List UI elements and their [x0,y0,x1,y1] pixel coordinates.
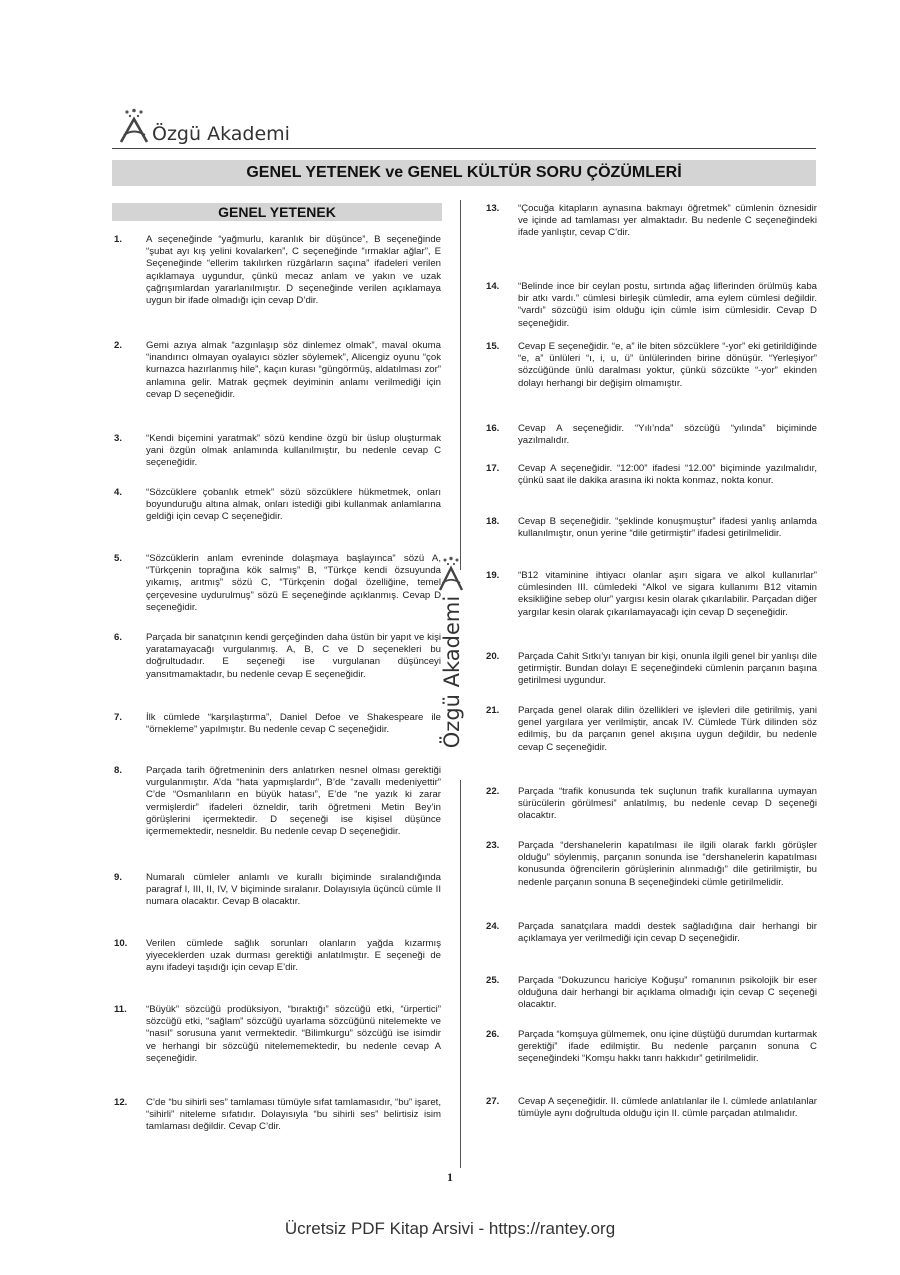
item-text: Parçada Cahit Sıtkı’yı tanıyan bir kişi, onunla ilgili genel bir yanlışı dile getirmiştir. Bundan dolayı E seçeneğindeki cümlenin parçanın başına getirilmesi uygundur. [518,651,817,687]
answer-item [114,487,441,524]
column-divider [460,780,461,1168]
item-number: 23. [486,840,500,851]
answer-item [486,341,817,390]
answer-item [486,203,817,240]
answer-item [114,938,441,975]
item-number: 21. [486,705,500,716]
header-divider [112,148,816,149]
item-text: Cevap A seçeneğidir. “Yılı’nda” sözcüğü “yılında” biçiminde yazılmalıdır. [518,423,817,447]
item-number: 9. [114,872,123,883]
item-number: 3. [114,433,123,444]
item-number: 22. [486,786,500,797]
item-number: 17. [486,463,500,474]
item-text: “Büyük” sözcüğü prodüksiyon, “bıraktığı” sözcüğü etki, “ürpertici” sözcüğü etki, “sağlam” sözcüğü uyarlama sözcüğünü nitelemekte ve “nasıl” sorusuna yanıt vermektedir. “Bilimkurgu” sözcüğü ise isimdir ve herhangi bir sözcüğü nitelememektedir, bu nedenle cevap A seçeneğidir. [146,1004,441,1064]
item-number: 4. [114,487,123,498]
item-number: 13. [486,203,500,214]
item-number: 5. [114,553,123,564]
item-number: 27. [486,1096,500,1107]
item-text: Parçada “trafik konusunda tek suçlunun trafik kurallarına uymayan sürücülerin görülmesi” anlatılmış, bu nedenle cevap D seçeneği olacaktır. [518,786,817,822]
item-number: 10. [114,938,128,949]
answer-item [114,1097,441,1134]
item-text: Parçada bir sanatçının kendi gerçeğinden daha üstün bir yapıt ve kişi yaratamayacağı vurgulanmış. A, B, C ve D seçenekleri bu doğrultudadır. E seçeneği ise vurgulanan düşünceyi yansıtmamaktadır, bu nedenle cevap E seçeneğidir. [146,632,441,680]
item-text: “Çocuğa kitapların aynasına bakmayı öğretmek” cümlenin öznesidir ve içinde ad tamlaması yer almaktadır. Bu nedenle C seçeneğindeki ifade yanlıştır, cevap C’dir. [518,203,817,239]
item-text: Cevap E seçeneğidir. “e, a” ile biten sözcüklere “-yor” eki getirildiğinde “e, a” ünlüleri “ı, i, u, ü” ünlülerinden birine dönüşür. “Yerleşiyor” sözcüğünde ünlü daralması yoktur, çünkü sözcükte “-yor” ekinden dolayı herhangi bir değişim olmamıştır. [518,341,817,389]
item-text: Parçada genel olarak dilin özellikleri ve işlevleri dile getirilmiş, yani genel yargılara yer verilmiştir, ancak IV. Cümlede Türk dilinden söz edilmiş, bu da parçanın genel akışına uygun değildir, bu nedenle cevap C seçeneğidir. [518,705,817,753]
answer-item [486,786,817,823]
footer-text: Ücretsiz PDF Kitap Arsivi - https://rantey.org [284,1219,616,1238]
item-number: 12. [114,1097,128,1108]
ozgu-akademi-logo-icon [437,556,465,592]
answer-item [114,872,441,909]
answer-item [114,340,441,401]
page-number: 1 [447,1170,453,1184]
item-text: Numaralı cümleler anlamlı ve kurallı biçiminde sıralandığında paragraf I, III, II, IV, V biçiminde sıralanır. Dolayısıyla üçüncü cümle II numara olacaktır. Cevap B olacaktır. [146,872,441,908]
item-number: 18. [486,516,500,527]
answer-item [114,632,441,681]
answer-item [486,921,817,945]
answer-item [114,765,441,838]
answer-item [114,553,441,614]
answer-item [486,705,817,754]
item-text: “B12 vitaminine ihtiyacı olanlar aşırı sigara ve alkol kullanırlar” cümlesinden III. cümledeki “Alkol ve sigara kullanımı B12 vitamin eksikliğine sebep olur” yargısı kesin olarak çıkarılabilir. Parçadan diğer yargılar kesin olarak çıkarılamayacağı için cevap D seçeneğidir. [518,570,817,618]
item-text: Cevap A seçeneğidir. II. cümlede anlatılanlar ile I. cümlede anlatılanlar tümüyle aynı doğrultuda olduğu için II. cümle parçadan atılmalıdır. [518,1096,817,1120]
item-number: 7. [114,712,123,723]
section-title: GENEL YETENEK [112,203,442,221]
item-text: Parçada tarih öğretmeninin ders anlatırken nesnel olması gerektiği vurgulanmıştır. A’da “hata yapmışlardır”, B’de “zavallı medeniyettir” C’de “Osmanlıların en büyük hatası”, E’de “ne yazık ki zarar vermişlerdir” ifadeleri özneldir, tarih öğretmeni Metin Bey’in görüşlerini içermektedir. D seçeneği ise kişisel düşünce içermemektedir, nesneldir. Bu nedenle cevap D seçeneğidir. [146,765,441,838]
item-number: 1. [114,234,123,245]
item-number: 6. [114,632,123,643]
item-text: Parçada “Dokuzuncu hariciye Koğuşu” romanının psikolojik bir eser olduğuna dair herhangi bir açıklama olmadığı için cevap C seçeneği olacaktır. [518,975,817,1011]
item-text: Verilen cümlede sağlık sorunları olanların yağda kızarmış yiyeceklerden uzak durması gerektiği anlatılmıştır. E seçeneği de aynı ifadeyi taşıdığı için cevap E’dir. [146,938,441,974]
answer-item [486,463,817,487]
item-text: “Sözcüklere çobanlık etmek” sözü sözcüklere hükmetmek, onları boyunduruğu altına almak, onları istediği gibi kullanmak anlamlarına geldiği için cevap C seçeneğidir. [146,487,441,523]
item-text: Cevap B seçeneğidir. “şeklinde konuşmuştur” ifadesi yanlış anlamda kullanılmıştır, onun yerine “dile getirmiştir” ifadesi getirilmelidir. [518,516,817,540]
answer-item [486,975,817,1012]
page-title: GENEL YETENEK ve GENEL KÜLTÜR SORU ÇÖZÜMLERİ [112,160,816,186]
item-number: 20. [486,651,500,662]
item-text: A seçeneğinde “yağmurlu, karanlık bir düşünce”, B seçeneğinde “şubat ayı kış yelini kovalarken”, C seçeneğinde “ırmaklar ağlar”, E Seçeneğinde “ellerim takılırken rüzgârların saçına” ifadeleri verilen açıklamaya uygundur, çünkü mecaz anlam ve yakın ve uzak çağrışımlardan yararlanılmıştır. D seçeneğinde verilen açıklamaya uygun bir ifade olmadığı için cevap D’dir. [146,234,441,307]
item-text: C’de “bu sihirli ses” tamlaması tümüyle sıfat tamlamasıdır, “bu” işaret, “sihirli” niteleme sıfatıdır. Dolayısıyla “bu sihirli ses” belirtisiz isim tamlaması değildir. Cevap C’dir. [146,1097,441,1133]
item-number: 16. [486,423,500,434]
item-text: “Sözcüklerin anlam evreninde dolaşmaya başlayınca” sözü A, “Türkçenin toprağına kök salmış” B, “Türkçe kendi özsuyunda yıkamış, arıtmış” sözü C, “Türkçenin doğal özelliğine, temel çerçevesine uydurulmuş” sözü E seçeneğinde açıklanmış. Cevap D seçeneğidir. [146,553,441,613]
item-number: 19. [486,570,500,581]
item-number: 26. [486,1029,500,1040]
answer-item [486,516,817,540]
item-number: 14. [486,281,500,292]
item-text: “Belinde ince bir ceylan postu, sırtında ağaç liflerinden örülmüş kaba bir atkı vardı.” cümlesi birleşik cümledir, ama eylem cümlesi değildir. “vardı” sözcüğü isim olduğu için cümle isim cümlesidir. Cevap D seçeneğidir. [518,281,817,329]
answer-item [486,423,817,447]
answer-item [114,712,441,736]
item-text: Parçada “dershanelerin kapatılması ile ilgili olarak farklı görüşler olduğu” söylenmiş, parçanın sonunda ise “dershanelerin kapatılması konusunda öğrencilerin görüşlerinin alınmadığı” dile getirilmiştir, bu nedenle parçanın sonuna B seçeneğindeki cümle getirilmelidir. [518,840,817,888]
item-number: 25. [486,975,500,986]
item-text: Gemi azıya almak “azgınlaşıp söz dinlemez olmak”, maval okuma “inandırıcı olmayan oyalayıcı sözler söylemek”, Alicengiz oyunu “çok kurnazca hazırlanmış hile”, kaçın kurası “güngörmüş, aldatılması zor” anlamına gelir. Matrak geçmek deyiminin anlamı verilmediği için cevap D seçeneğidir. [146,340,441,400]
answer-item [486,281,817,330]
item-number: 11. [114,1004,127,1015]
answer-item [114,234,441,307]
item-number: 8. [114,765,123,776]
answer-item [486,570,817,619]
side-watermark: Özgü Akademi [440,595,464,749]
logo-text: Özgü Akademi [152,123,290,145]
item-text: Parçada sanatçılara maddi destek sağladığına dair herhangi bir açıklamaya yer verilmediği için cevap D seçeneğidir. [518,921,817,945]
column-divider [460,200,461,570]
item-text: Parçada “komşuya gülmemek, onu içine düştüğü durumdan kurtarmak gerektiği” ifade edilmiştir. Bu nedenle parçanın sonuna C seçeneğindeki “Komşu hakkı tanrı hakkıdır” getirilmelidir. [518,1029,817,1065]
item-number: 2. [114,340,123,351]
item-text: “Kendi biçemini yaratmak” sözü kendine özgü bir üslup oluşturmak yani özgün olmak anlamında kullanılmıştır, bu nedenle cevap C seçeneğidir. [146,433,441,469]
answer-item [486,840,817,889]
item-text: İlk cümlede “karşılaştırma”, Daniel Defoe ve Shakespeare ile “örnekleme” yapılmıştır. Bu nedenle cevap C seçeneğidir. [146,712,441,736]
answer-item [114,433,441,470]
header-logo [118,108,290,144]
item-text: Cevap A seçeneğidir. “12:00” ifadesi “12.00” biçiminde yazılmalıdır, çünkü saat ile dakika arasına iki nokta konmaz, nokta konur. [518,463,817,487]
answer-item [486,1096,817,1120]
answer-item [114,1004,441,1065]
item-number: 15. [486,341,500,352]
answer-item [486,1029,817,1066]
answer-item [486,651,817,688]
item-number: 24. [486,921,500,932]
ozgu-akademi-logo-icon [118,108,150,144]
